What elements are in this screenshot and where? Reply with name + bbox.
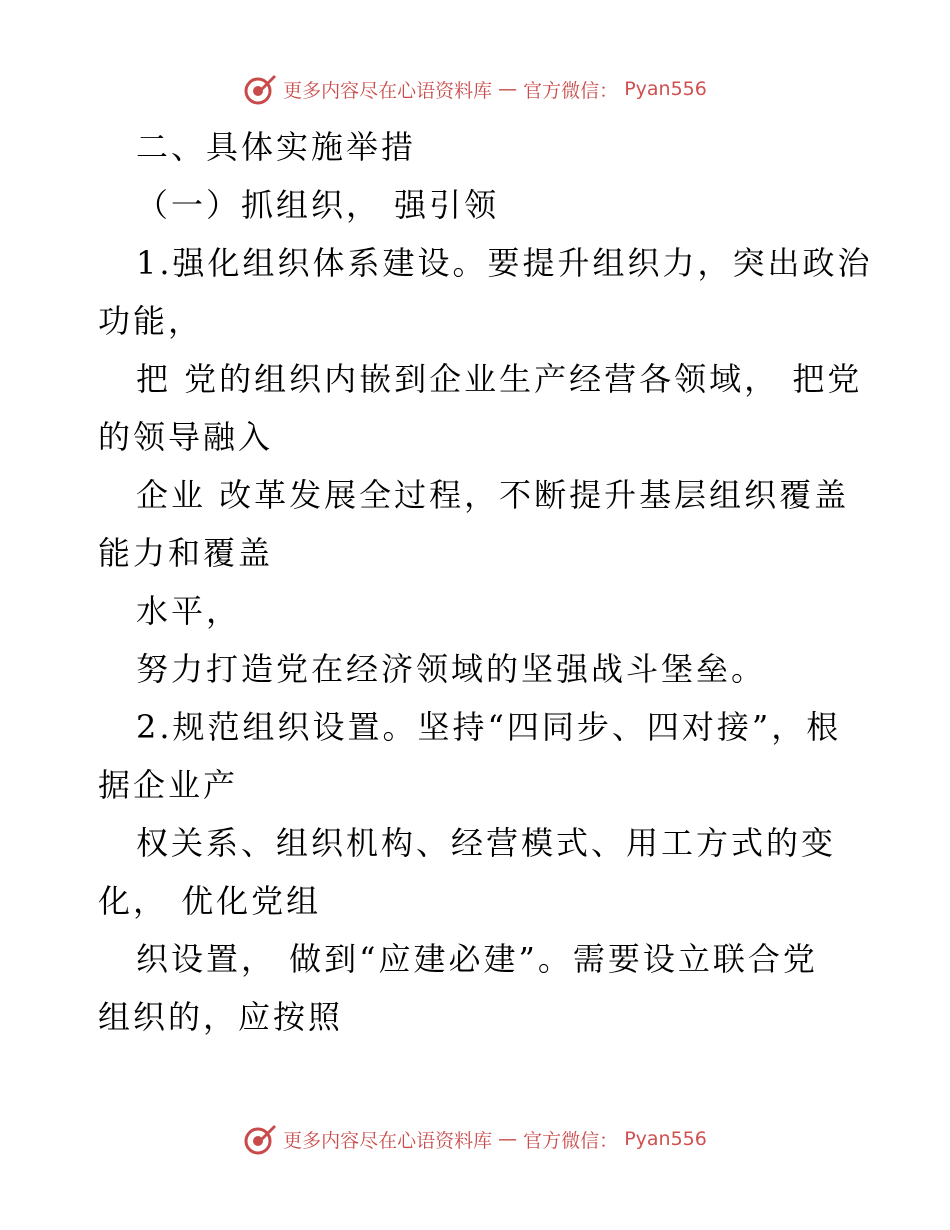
- text-line: 努力打造党在经济领域的坚强战斗堡垒。: [136, 650, 767, 688]
- watermark-wechat-label: 官方微信：: [523, 1129, 619, 1152]
- text-line: 把 党的组织内嵌到企业生产经营各领域， 把党: [136, 360, 863, 398]
- text-line: 能力和覆盖: [98, 534, 274, 572]
- text-line: 化， 优化党组: [98, 882, 322, 920]
- text-line: 1.强化组织体系建设。要提升组织力，突出政治: [136, 244, 873, 282]
- pen-logo-icon: [243, 72, 277, 106]
- header-watermark: [0, 72, 950, 106]
- watermark-text: 更多内容尽在心语资料库: [283, 79, 493, 102]
- text-line: 织设置， 做到“应建必建”。需要设立联合党: [136, 940, 818, 978]
- watermark-separator: —: [498, 1128, 518, 1150]
- watermark-text: 更多内容尽在心语资料库: [283, 1129, 493, 1152]
- text-line: 组织的，应按照: [98, 998, 344, 1036]
- text-line: 2.规范组织设置。坚持“四同步、四对接”，根: [136, 708, 842, 746]
- text-line: 的领导融入: [98, 418, 274, 456]
- watermark-wechat-id: Pyan556: [624, 78, 707, 100]
- watermark-separator: —: [498, 78, 518, 100]
- text-line: 二、具体实施举措: [136, 128, 417, 166]
- pen-logo-icon: [243, 1122, 277, 1156]
- footer-watermark: [0, 1122, 950, 1156]
- text-line: 据企业产: [98, 766, 239, 804]
- text-line: （一）抓组织， 强引领: [136, 186, 500, 224]
- watermark-wechat-label: 官方微信：: [523, 79, 619, 102]
- text-line: 水平，: [136, 592, 242, 630]
- text-line: 企业 改革发展全过程，不断提升基层组织覆盖: [136, 476, 850, 514]
- watermark-wechat-id: Pyan556: [624, 1128, 707, 1150]
- text-line: 权关系、组织机构、经营模式、用工方式的变: [136, 824, 837, 862]
- text-line: 功能，: [98, 302, 204, 340]
- document-body: [98, 118, 873, 1046]
